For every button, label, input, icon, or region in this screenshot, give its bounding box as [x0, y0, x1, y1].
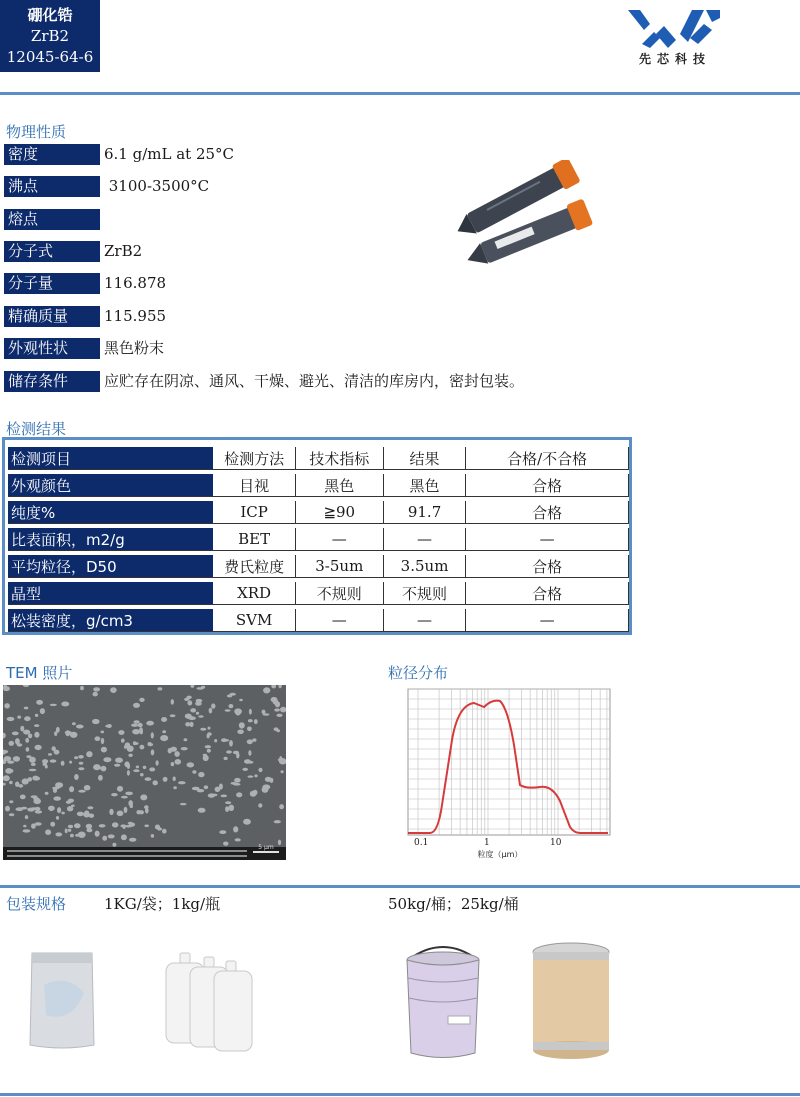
- table-cell: 外观颜色: [8, 474, 213, 497]
- prop-label-melting-point: 熔点: [4, 209, 100, 230]
- tem-scale-bar-label: 5 μm: [258, 844, 274, 851]
- prop-label-boiling-point: 沸点: [4, 176, 100, 197]
- prop-value-molecular-weight: 116.878: [104, 274, 167, 292]
- table-cell: 黑色: [384, 474, 466, 497]
- table-cell: —: [296, 609, 384, 632]
- table-cell: —: [466, 609, 629, 632]
- packaging-heading: 包装规格: [6, 895, 67, 913]
- divider-bottom: [0, 1093, 800, 1096]
- prop-label-storage: 储存条件: [4, 371, 100, 392]
- results-table-frame: [2, 437, 632, 635]
- results-table: [8, 443, 629, 636]
- table-cell: 晶型: [8, 582, 213, 605]
- table-header-cell: 合格/不合格: [466, 447, 629, 470]
- table-cell: —: [296, 528, 384, 551]
- table-cell: —: [384, 528, 466, 551]
- table-row: [8, 501, 629, 524]
- prop-value-boiling-point: 3100-3500°C: [104, 177, 210, 195]
- centrifuge-tube-image: [455, 160, 615, 270]
- particle-size-distribution-chart: [400, 685, 615, 860]
- properties-heading: 物理性质: [6, 123, 67, 141]
- psd-tick-label: 1: [484, 838, 490, 848]
- table-cell: XRD: [213, 582, 295, 605]
- prop-value-density: 6.1 g/mL at 25°C: [104, 145, 235, 163]
- product-cas: 12045-64-6: [6, 47, 94, 66]
- table-cell: 合格: [466, 474, 629, 497]
- table-header-cell: 结果: [384, 447, 466, 470]
- table-row: [8, 528, 629, 551]
- table-row: [8, 474, 629, 497]
- divider-middle: [0, 885, 800, 888]
- divider-top: [0, 92, 800, 95]
- table-cell: SVM: [213, 609, 295, 632]
- table-cell: ≧90: [296, 501, 384, 524]
- fiber-drum-image: [530, 940, 612, 1062]
- table-header-cell: 检测方法: [213, 447, 295, 470]
- table-header-cell: 检测项目: [8, 447, 213, 470]
- table-row: [8, 555, 629, 578]
- prop-label-molecular-weight: 分子量: [4, 273, 100, 294]
- prop-value-exact-mass: 115.955: [104, 307, 167, 325]
- table-cell: 平均粒径，D50: [8, 555, 213, 578]
- table-cell: 合格: [466, 555, 629, 578]
- metal-pail-image: [402, 938, 484, 1063]
- table-cell: 不规则: [296, 582, 384, 605]
- table-header-cell: 技术指标: [296, 447, 384, 470]
- packaging-large: 50kg/桶；25kg/桶: [388, 895, 519, 913]
- table-cell: 松装密度，g/cm3: [8, 609, 213, 632]
- table-cell: 费氏粒度: [213, 555, 295, 578]
- table-cell: BET: [213, 528, 295, 551]
- brand-name: 先芯科技: [638, 52, 711, 66]
- prop-label-appearance: 外观性状: [4, 338, 100, 359]
- table-cell: 合格: [466, 501, 629, 524]
- table-row: [8, 582, 629, 605]
- psd-heading: 粒径分布: [388, 664, 449, 682]
- psd-x-axis-label: 粒度（μm）: [477, 850, 523, 859]
- packaging-small: 1KG/袋；1kg/瓶: [104, 895, 221, 913]
- prop-value-appearance: 黑色粉末: [104, 339, 165, 357]
- table-cell: 3-5um: [296, 555, 384, 578]
- product-formula: ZrB2: [30, 26, 70, 45]
- results-heading: 检测结果: [6, 420, 67, 438]
- table-cell: 91.7: [384, 501, 466, 524]
- table-cell: 黑色: [296, 474, 384, 497]
- table-cell: 比表面积，m2/g: [8, 528, 213, 551]
- table-cell: 合格: [466, 582, 629, 605]
- tem-heading: TEM 照片: [6, 664, 73, 682]
- product-title-block: [0, 0, 100, 72]
- psd-tick-label: 0.1: [414, 838, 429, 848]
- table-cell: 3.5um: [384, 555, 466, 578]
- prop-label-exact-mass: 精确质量: [4, 306, 100, 327]
- prop-value-molecular-formula: ZrB2: [104, 242, 143, 260]
- prop-label-density: 密度: [4, 144, 100, 165]
- table-cell: ICP: [213, 501, 295, 524]
- product-name: 硼化锆: [27, 5, 73, 24]
- table-header-row: [8, 447, 629, 470]
- bottles-image: [158, 945, 258, 1055]
- psd-tick-label: 10: [550, 838, 562, 848]
- table-cell: —: [466, 528, 629, 551]
- tem-micrograph-image: [3, 685, 286, 860]
- prop-value-storage: 应贮存在阴凉、通风、干燥、避光、清洁的库房内，密封包装。: [104, 372, 525, 390]
- table-cell: 纯度%: [8, 501, 213, 524]
- table-cell: 目视: [213, 474, 295, 497]
- table-cell: —: [384, 609, 466, 632]
- foil-bag-image: [22, 945, 102, 1055]
- table-row: [8, 609, 629, 632]
- table-cell: 不规则: [384, 582, 466, 605]
- prop-label-molecular-formula: 分子式: [4, 241, 100, 262]
